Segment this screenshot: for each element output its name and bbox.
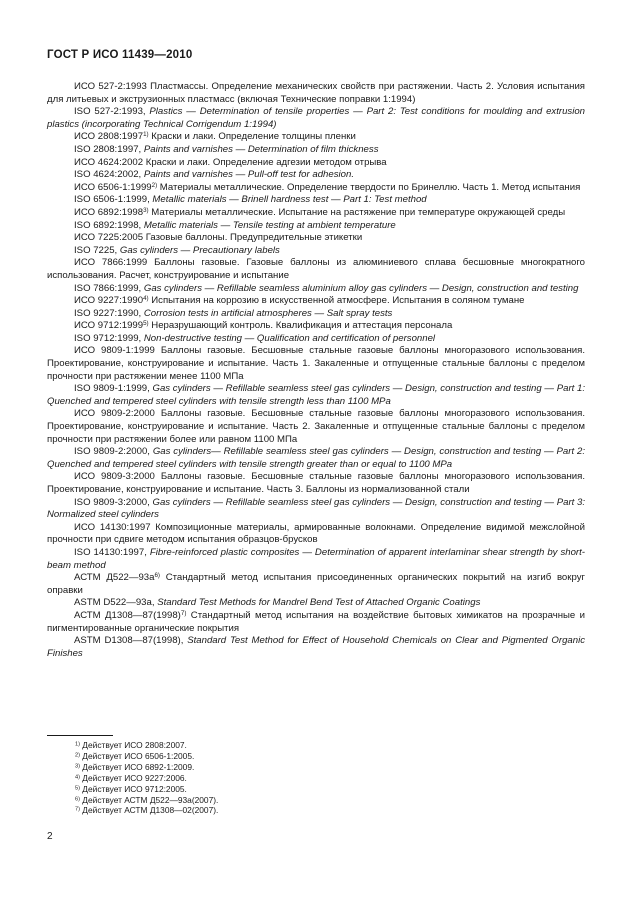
reference-list — [47, 81, 585, 660]
reference-ru: ИСО 7225:2005 Газовые баллоны. Предупредительные этикетки — [74, 232, 363, 244]
reference-en: ASTM D1308—87(1998), Standard Test Method for Effect of Household Chemicals on Clear and Pigmented Organic Finishes — [47, 635, 586, 659]
reference-ru: ИСО 9809-3:2000 Баллоны газовые. Бесшовные стальные газовые баллоны многоразового использования. Проектирование, конструирование и испытание. Часть 3. Баллоны из нормализованной стали — [47, 471, 585, 495]
reference-ru: АСТМ $Д1308—87(1998)^{7)}$ Стандартный метод испытания на воздействие бытовых химикатов на прозрачные и пигментированные органические покрытия — [47, 609, 585, 634]
reference-ru: ИСО 6892:1998$^{3)}$ Материалы металлические. Испытание на растяжение при температуре окружающей среды — [74, 206, 566, 218]
reference-ru: ИСО 527-2:1993 Пластмассы. Определение механических свойств при растяжении. Часть 2. Условия испытания для литьевых и экструзионных пластмасс (включая Технические поправки 1:1994) — [47, 81, 585, 105]
reference-en: ISO 6892:1998, Metallic materials — Tensile testing at ambient temperature — [74, 219, 396, 231]
footnotes — [75, 740, 575, 816]
reference-en: ISO 4624:2002, Paints and varnishes — Pull-off test for adhesion. — [74, 169, 354, 181]
reference-ru: АСТМ $Д522—93а^{6)}$ Стандартный метод испытания присоединенных органических покрытий на изгиб вокруг оправки — [47, 572, 585, 596]
reference-en: ISO 527-2:1993, Plastics — Determination of tensile properties — Part 2: Test conditions for moulding and extrusion plastics (incorporating Technical Corrigendum 1:1994) — [47, 106, 585, 130]
reference-en: ISO 6506-1:1999, Metallic materials — Brinell hardness test — Part 1: Test method — [74, 194, 427, 206]
footnote-marker: 3) — [143, 206, 149, 214]
reference-ru: ИСО 4624:2002 Краски и лаки. Определение адгезии методом отрыва — [74, 156, 387, 168]
reference-en: ASTM D522—93a, Standard Test Methods for Mandrel Bend Test of Attached Organic Coatings — [74, 597, 481, 609]
reference-ru: ИСО 14130:1997 Композиционные материалы, армированные волокнами. Определение видимой межслойной прочности при сдвиге методом испытания образцов-брусков — [47, 521, 585, 546]
footnote-marker: 5) — [143, 320, 149, 328]
reference-ru: ИСО 6506-1:1999$^{2)}$ Материалы металлические. Определение твердости по Бринеллю. Часть 1. Метод испытания — [74, 181, 581, 193]
reference-ru: ИСО 9712:1999$^{5)}$ Неразрушающий контроль. Квалификация и аттестация персонала — [74, 320, 453, 332]
footnote: $^{5)}$ Действует ИСО 9712:2005. — [75, 783, 187, 794]
footnote: $^{3)}$ Действует ИСО 6892-1:2009. — [75, 761, 195, 772]
reference-en: ISO 9227:1990, Corrosion tests in artificial atmospheres — Salt spray tests — [74, 307, 393, 319]
reference-ru: ИСО 7866:1999 Баллоны газовые. Газовые баллоны из алюминиевого сплава бесшовные многократного использования. Расчет, конструирование и испытание — [47, 257, 585, 281]
footnote-marker: 6) — [154, 572, 160, 580]
reference-en: ISO 14130:1997, Fibre-reinforced plastic composites — Determination of apparent interlaminar shear strength by short-beam method — [47, 546, 585, 571]
footnote-divider — [47, 735, 113, 736]
footnote: $^{1)}$ Действует ИСО 2808:2007. — [75, 740, 187, 750]
footnote-marker: 7) — [180, 609, 187, 617]
reference-ru: ИСО 2808:1997$^{1)}$ Краски и лаки. Определение толщины пленки — [74, 131, 356, 143]
reference-ru: ИСО 9809-1:1999 Баллоны газовые. Бесшовные стальные газовые баллоны многоразового использования. Проектирование, конструирование и испытание. Часть 1. Закаленные и отпущенные стальные баллоны с пределом прочности при растяжении менее 1100 МПа — [47, 345, 585, 382]
page-number: 2 — [47, 831, 53, 842]
reference-en: ISO 9712:1999, Non-destructive testing — Qualification and certification of personnel — [74, 332, 436, 344]
reference-en: ISO 9809-1:1999, Gas cylinders — Refillable seamless steel gas cylinders — Design, construction and testing — Part 1: Quenched and tempered steel cylinders with tensile strength less than 1100 MPa — [47, 383, 586, 407]
footnote: $^{6)}$ Действует АСТМ Д522—93а(2007). — [75, 794, 219, 805]
reference-en: ISO 9809-2:2000, Gas cylinders— Refillable seamless steel gas cylinders — Design, construction and testing — Part 2: Quenched and tempered steel cylinders with tensile strength greater than or equal to 1100 MPa — [47, 446, 585, 470]
reference-en: ISO 7225, Gas cylinders — Precautionary labels — [74, 244, 280, 256]
footnote-marker: 1) — [143, 131, 149, 139]
reference-en: ISO 2808:1997, Paints and varnishes — Determination of film thickness — [74, 143, 379, 155]
reference-en: ISO 7866:1999, Gas cylinders — Refillable seamless aluminium alloy gas cylinders — Design, construction and testing — [74, 282, 579, 294]
reference-ru: ИСО 9227:1990$^{4)}$ Испытания на коррозию в искусственной атмосфере. Испытания в соляном тумане — [74, 295, 525, 307]
reference-ru: ИСО 9809-2:2000 Баллоны газовые. Бесшовные стальные газовые баллоны многоразового использования. Проектирование, конструирование и испытание. Часть 2. Закаленные и отпущенные стальные баллоны с пределом прочности при растяжении более или равном 1100 МПа — [47, 408, 585, 445]
document-header: ГОСТ Р ИСО 11439—2010 — [47, 49, 193, 61]
footnote-marker: 4) — [143, 295, 149, 303]
footnote-marker: 2) — [151, 181, 158, 189]
footnote: $^{7)}$ Действует АСТМ Д1308—02(2007). — [75, 805, 219, 816]
reference-en: ISO 9809-3:2000, Gas cylinders — Refillable seamless steel gas cylinders — Design, construction and testing — Part 3: Normalized steel cylinders — [47, 496, 586, 521]
footnote: $^{2)}$ Действует ИСО 6506-1:2005. — [75, 750, 195, 761]
footnote: $^{4)}$ Действует ИСО 9227:2006. — [75, 772, 187, 783]
